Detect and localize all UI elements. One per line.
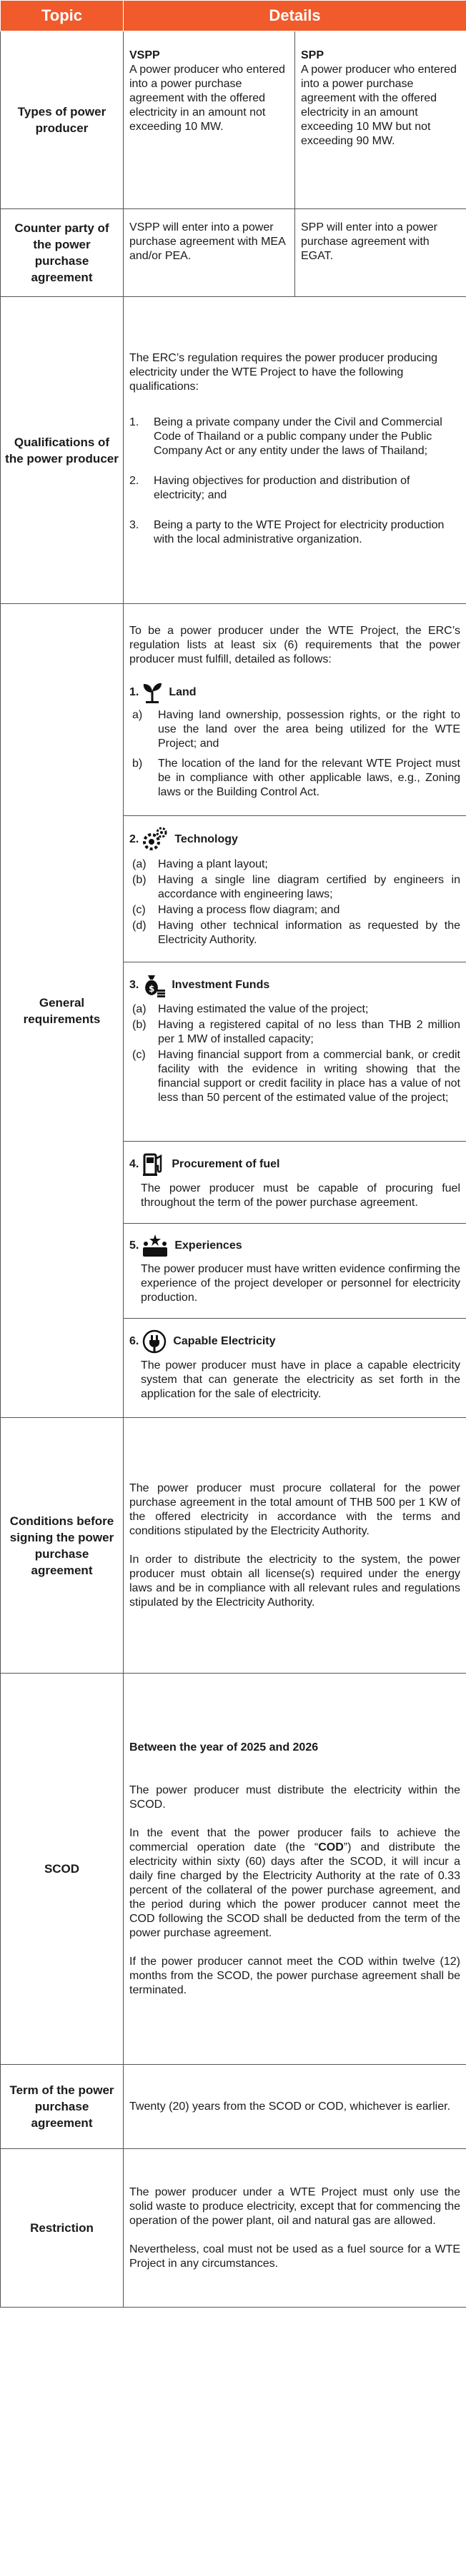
land-heading: 1. Land (129, 681, 460, 704)
conditions-row (1, 1418, 466, 1674)
types-details (124, 31, 466, 209)
list-item: 1. Being a private company under the Civil and Commercial Code of Thailand or a public company under the Public Company Act or any entity under the laws of Thailand; (129, 416, 442, 457)
counter-vspp: VSPP will enter into a power purchase agreement with MEA and/or PEA. (129, 221, 285, 262)
scod-heading: Between the year of 2025 and 2026 (129, 1741, 319, 1754)
technology-section: 2. Technology (a) Having a plant layout; (b) Having a single line diagram certified by engineers in accordance with engineering laws; (c) Having a process flow diagram; and (d) Having other technical information as requested by the Electricity Authority. (124, 815, 466, 962)
scod-details (124, 1674, 466, 2065)
qualifications-topic: Qualifications of the power producer (1, 297, 124, 604)
vspp-title: VSPP (129, 49, 160, 61)
scod-topic: SCOD (1, 1674, 124, 2065)
scod-p2: In the event that the power producer fails to achieve the commercial operation date (the “COD”) and distribute the electricity within sixty (60) days after the SCOD, it will incur a daily fine charged by the Electricity Authority at the rate of 0.33 percent of the collateral of the power purchase agreement, and the period during which the power producer cannot meet the COD following the SCOD shall be deducted from the term of the power purchase agreement. (129, 1826, 460, 1939)
vspp-column (124, 31, 294, 208)
restriction-p1: The power producer under a WTE Project must only use the solid waste to produce electricity, except that for commencing the operation of the power plant, oil and natural gas are allowed. (129, 2185, 460, 2227)
list-item: (a) Having a plant layout; (132, 858, 268, 870)
qualifications-row (1, 297, 466, 604)
list-item: b) The location of the land for the relevant WTE Project must be in compliance with other applicable laws, e.g., Zoning laws or the Building Control Act. (132, 758, 460, 798)
conditions-p2: In order to distribute the electricity to the system, the power producer must obtain all license(s) required under the energy laws and be in compliance with all relevant rules and regulations stipulated by the Electricity Authority. (129, 1553, 460, 1609)
header-row (1, 1, 466, 31)
money-bag-icon (142, 972, 166, 998)
general-row (1, 604, 466, 1418)
fuel-section: 4. Procurement of fuel The power producer must be capable of procuring fuel throughout the term of the power purchase agreement. (124, 1141, 466, 1223)
restriction-p2: Nevertheless, coal must not be used as a fuel source for a WTE Project in any circumstances. (129, 2243, 460, 2270)
conditions-topic: Conditions before signing the power purchase agreement (1, 1418, 124, 1674)
counter-row (1, 209, 466, 297)
general-details (124, 604, 466, 1418)
spp-title: SPP (301, 49, 324, 61)
list-item: (c) Having financial support from a commercial bank, or credit facility with the evidence in writing showing that the financial support or credit facility in place has a value of not less than 50 percent of the estimated value of the project; (132, 1049, 460, 1104)
qualifications-intro: The ERC’s regulation requires the power producer producing electricity under the WTE Project to have the following qualifications: (129, 351, 438, 393)
power-plug-icon (142, 1329, 167, 1354)
fuel-text: The power producer must be capable of procuring fuel throughout the term of the power purchase agreement. (141, 1182, 460, 1209)
list-item: (b) Having a registered capital of no less than THB 2 million per 1 MW of installed capacity; (132, 1019, 460, 1045)
list-item: 2. Having objectives for production and distribution of electricity; and (129, 474, 410, 501)
capable-text: The power producer must have in place a capable electricity system that can generate the electricity as set forth in the application for the sale of electricity. (141, 1359, 460, 1400)
term-text: Twenty (20) years from the SCOD or COD, whichever is earlier. (129, 2100, 451, 2113)
counter-details (124, 209, 466, 297)
conditions-p1: The power producer must procure collateral for the power purchase agreement in the total amount of THB 500 per 1 KW of the offered electricity in accordance with the terms and conditions stipulated by the Electricity Authority. (129, 1481, 460, 1537)
funds-section: 3. $ Investment Funds (a) Having estimated the value of the project; (b) Having a registered capital of no less than THB 2 million per 1 MW of installed capacity; (c) Having financial support from a commercial bank, or credit facility with the evidence in writing showing that the financial support or credit facility in place has a value of not less than 50 percent of the estimated value of the project; (124, 962, 466, 1141)
fuel-pump-icon (142, 1152, 166, 1177)
list-item: 3. Being a party to the WTE Project for electricity production with the local administrative organization. (129, 518, 445, 545)
scod-row (1, 1674, 466, 2065)
spp-column (294, 31, 466, 208)
scod-p3: If the power producer cannot meet the COD within twelve (12) months from the SCOD, the power purchase agreement shall be terminated. (129, 1955, 460, 1996)
counter-topic: Counter party of the power purchase agreement (1, 209, 124, 297)
svg-text:$: $ (149, 984, 155, 994)
list-item: (b) Having a single line diagram certified by engineers in accordance with engineering laws; (132, 874, 460, 900)
qualifications-list (129, 416, 460, 547)
topic-header: Topic (1, 1, 124, 31)
list-item: (d) Having other technical information as requested by the Electricity Authority. (132, 920, 460, 946)
capable-section: 6. Capable Electricity The power producer must have in place a capable electricity system that can generate the electricity as set forth in the application for the sale of electricity. (124, 1318, 466, 1417)
types-topic: Types of power producer (1, 31, 124, 209)
term-details (124, 2065, 466, 2149)
qualifications-details (124, 297, 466, 604)
experiences-text: The power producer must have written evidence confirming the experience of the project developer or personnel for electricity production. (141, 1263, 460, 1304)
conditions-details (124, 1418, 466, 1674)
term-topic: Term of the power purchase agreement (1, 2065, 124, 2149)
gear-icon (140, 826, 169, 853)
scod-p1: The power producer must distribute the electricity within the SCOD. (129, 1783, 460, 1811)
general-topic: General requirements (1, 604, 124, 1418)
team-star-icon (142, 1234, 169, 1258)
experiences-section: 5. Experiences The power producer must have written evidence confirming the experience of the project developer or personnel for electricity production. (124, 1223, 466, 1318)
types-row (1, 31, 466, 209)
list-item: a) Having land ownership, possession rights, or the right to use the land over the area being utilized for the WTE Project; and (132, 709, 460, 750)
vspp-text: A power producer who entered into a power purchase agreement with the offered electricity in an amount not exceeding 10 MW. (129, 64, 285, 133)
list-item: (a) Having estimated the value of the project; (132, 1003, 369, 1015)
list-item: (c) Having a process flow diagram; and (132, 904, 340, 916)
restriction-topic: Restriction (1, 2149, 124, 2308)
spp-text: A power producer who entered into a power purchase agreement with the offered electricity in an amount exceeding 10 MW but not exceeding 90 MW. (301, 64, 457, 147)
details-header: Details (124, 1, 466, 31)
restriction-details (124, 2149, 466, 2308)
term-row (1, 2065, 466, 2149)
plant-icon (142, 681, 163, 704)
counter-spp: SPP will enter into a power purchase agreement with EGAT. (294, 209, 466, 296)
general-intro: To be a power producer under the WTE Project, the ERC’s regulation lists at least six (6) requirements that the power producer must fulfill, detailed as follows: (129, 625, 460, 665)
restriction-row (1, 2149, 466, 2308)
